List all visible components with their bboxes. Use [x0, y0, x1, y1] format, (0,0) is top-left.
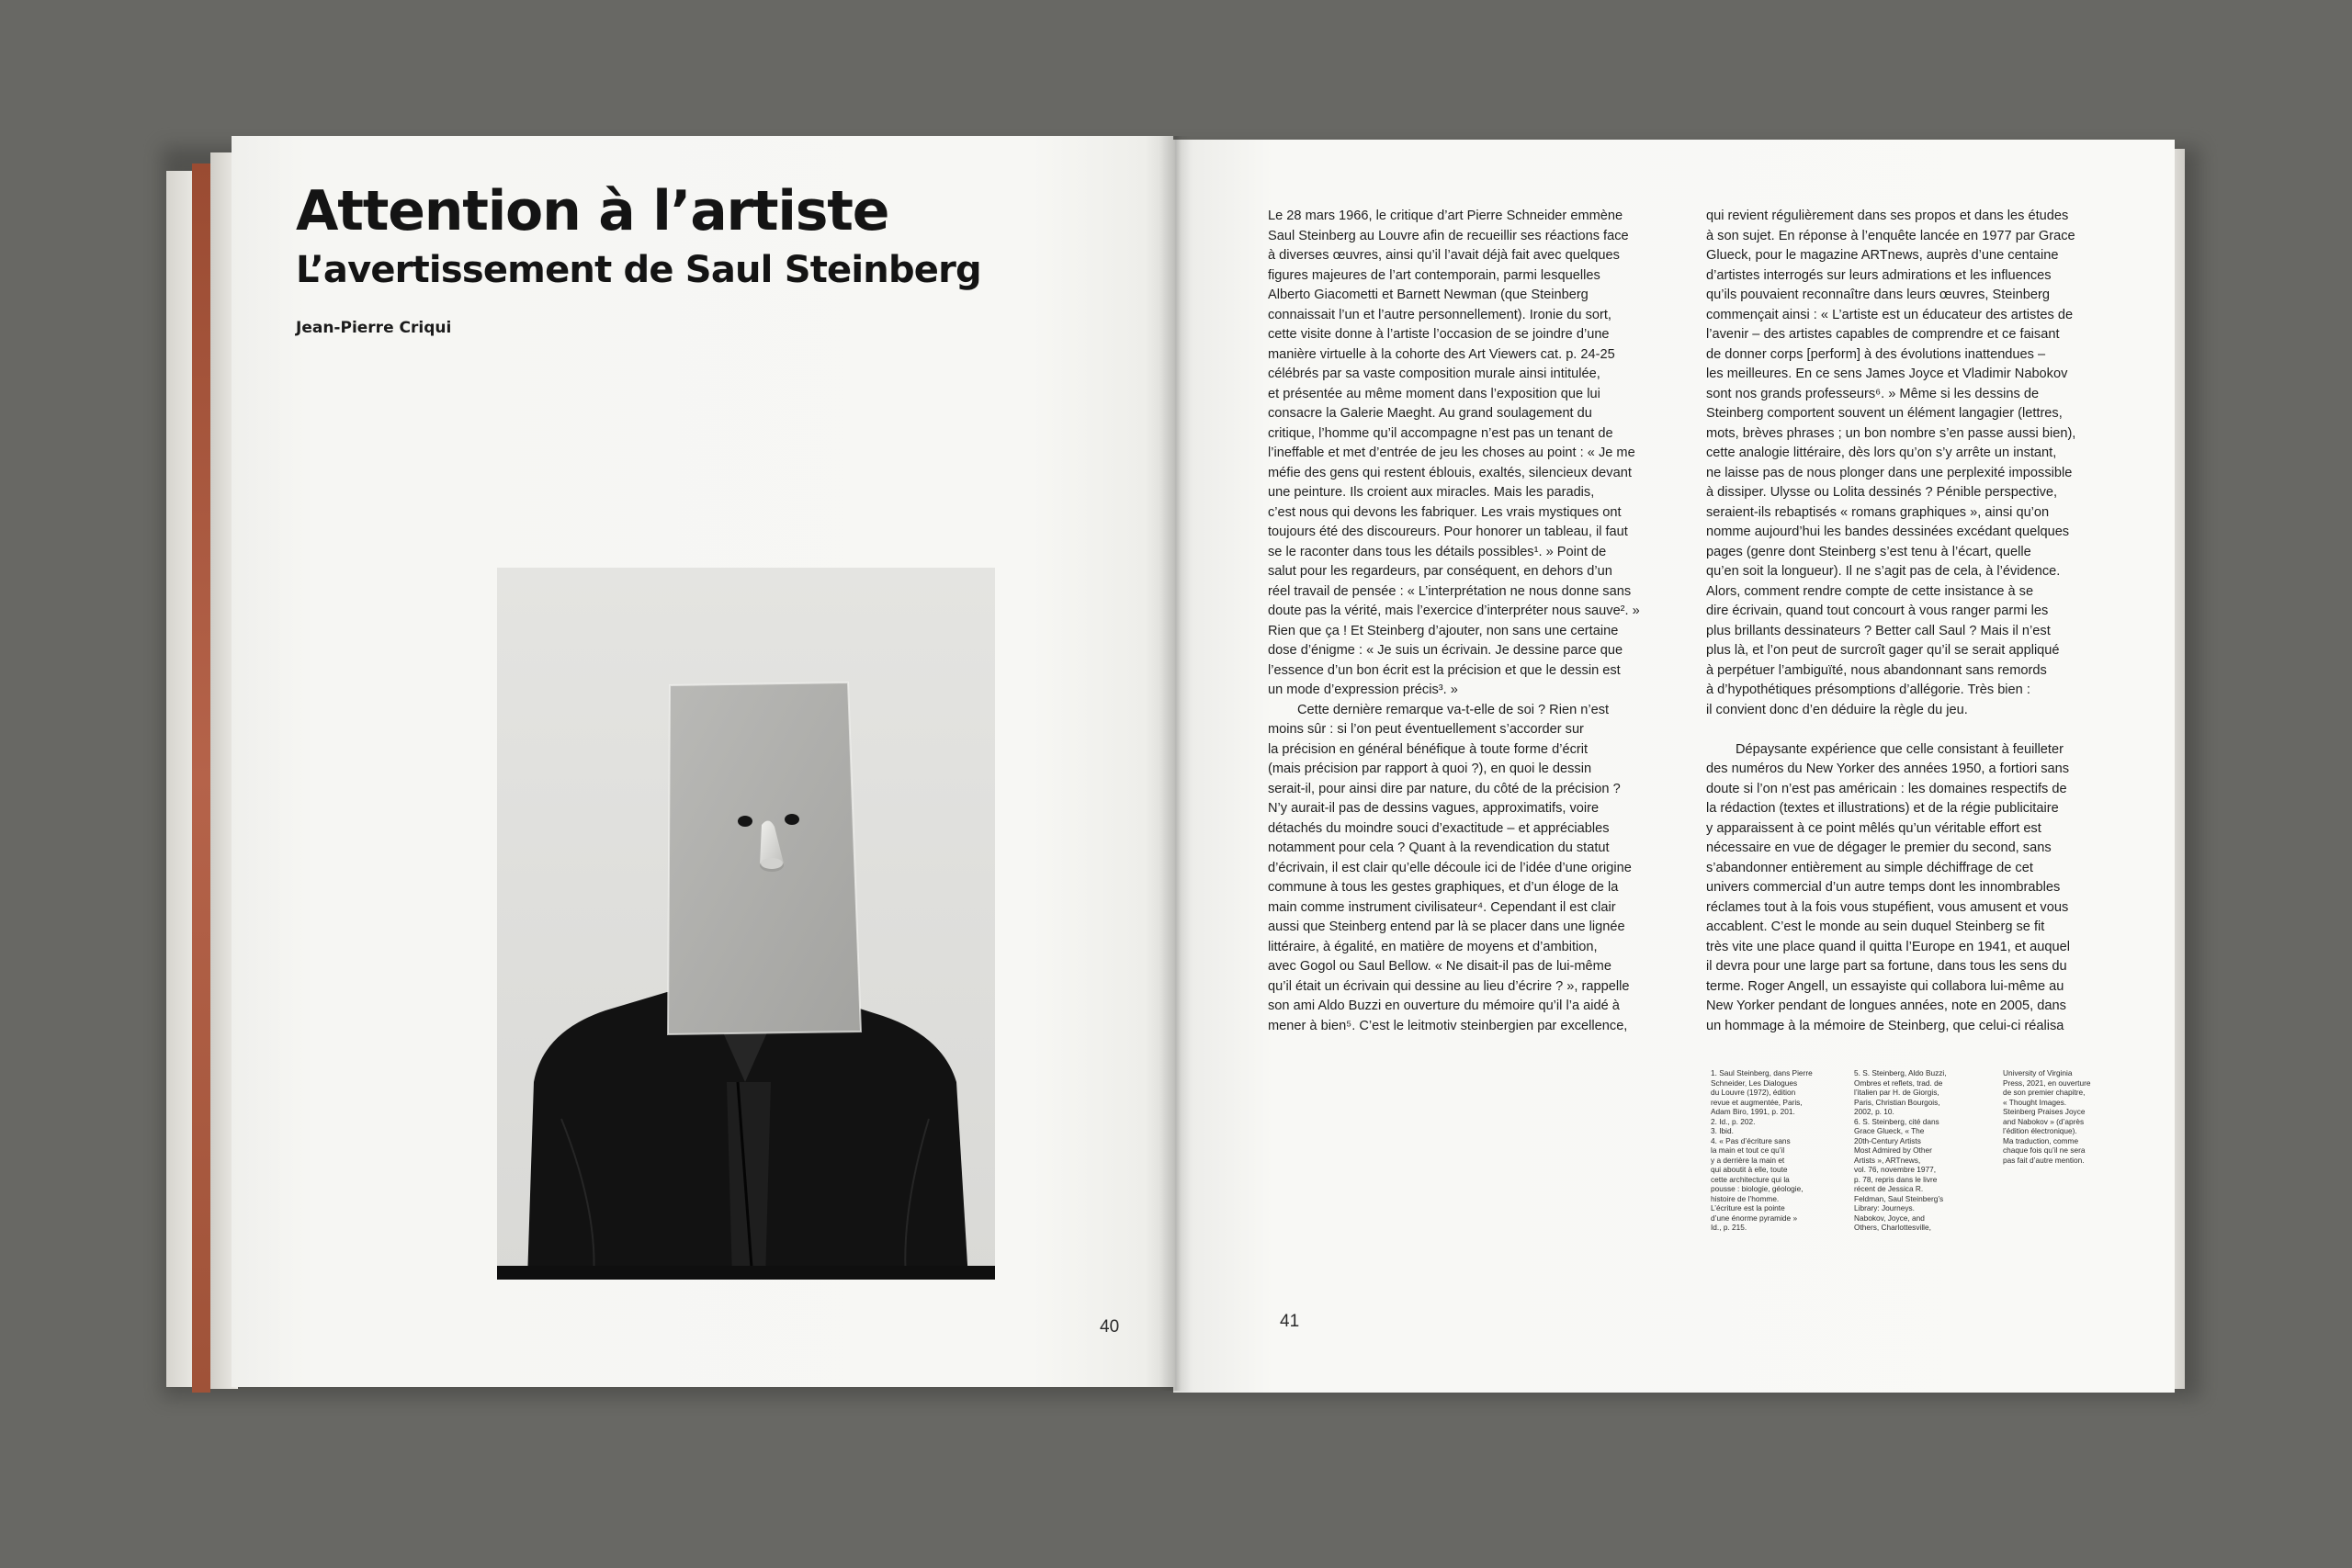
- footnote-line: 20th-Century Artists: [1854, 1135, 1921, 1145]
- text-line: y apparaissent à ce point mêlés qu’un véritable effort est: [1706, 820, 2041, 836]
- text-line: Le 28 mars 1966, le critique d’art Pierre Schneider emmène: [1268, 209, 1623, 223]
- text-line: il convient donc d’en déduire la règle du jeu.: [1706, 702, 1968, 717]
- footnote-line: Ombres et reflets, trad. de: [1854, 1077, 1943, 1088]
- text-line: réel travail de pensée : « L’interprétation ne nous donne sans: [1268, 583, 1632, 599]
- text-line: littéraire, à égalité, en matière de moyens et d’ambition,: [1268, 939, 1598, 954]
- footnote-line: l’italien par H. de Giorgis,: [1854, 1088, 1939, 1097]
- footnote-line: la main et tout ce qu’il: [1711, 1145, 1785, 1155]
- footnote-line: 4. « Pas d’écriture sans: [1711, 1135, 1791, 1145]
- text-line: accablent. C’est le monde au sein duquel Steinberg se fit: [1706, 919, 2045, 934]
- text-line: à d’hypothétiques présomptions d’allégorie. Très bien :: [1706, 682, 2030, 697]
- photograph-drawing: [497, 568, 995, 1280]
- text-line: Alberto Giacometti et Barnett Newman (que Steinberg: [1268, 288, 1589, 302]
- footnote-line: qui aboutit à elle, toute: [1711, 1165, 1788, 1174]
- text-line: de donner corps [perform] à des évolutions inattendues –: [1706, 346, 2046, 362]
- footnote-line: Adam Biro, 1991, p. 201.: [1711, 1107, 1795, 1116]
- text-line: Glueck, pour le magazine ARTnews, auprès d’une centaine: [1706, 248, 2059, 263]
- text-line: à son sujet. En réponse à l’enquête lancée en 1977 par Grace: [1706, 228, 2075, 243]
- text-line: nécessaire en vue de dégager le premier du second, sans: [1706, 840, 2052, 855]
- footnote-line: pas fait d’autre mention.: [2003, 1155, 2085, 1165]
- text-line: main comme instrument civilisateur⁴. Cependant il est clair: [1268, 899, 1616, 915]
- page-number-right: 41: [1280, 1312, 1300, 1331]
- footnote-line: Most Admired by Other: [1854, 1145, 1932, 1155]
- footnote-line: cette architecture qui la: [1711, 1174, 1790, 1184]
- text-line: à perpétuer l’ambiguïté, nous abandonnant sans remords: [1706, 662, 2047, 678]
- text-line: consacre la Galerie Maeght. Au grand soulagement du: [1268, 406, 1592, 421]
- body-column-2: [1706, 207, 2075, 1036]
- text-line: avec Gogol ou Saul Bellow. « Ne disait-il pas de lui-même: [1268, 959, 1611, 974]
- footnote-line: 2002, p. 10.: [1854, 1107, 1894, 1116]
- footnote-line: d’une énorme pyramide »: [1711, 1213, 1798, 1223]
- text-line: des numéros du New Yorker des années 1950, a fortiori sans: [1706, 761, 2070, 776]
- footnotes-column-3: [2003, 1068, 2090, 1165]
- text-line: détachés du moindre souci d’exactitude – et appréciables: [1268, 820, 1610, 836]
- text-line: plus là, et l’on peut de surcroît gager qu’il se serait appliqué: [1706, 643, 2060, 658]
- text-line: qu’il était un écrivain qui dessine au lieu d’écrire ? », rappelle: [1268, 978, 1630, 994]
- footnotes-column-2: [1854, 1068, 1947, 1233]
- text-line: terme. Roger Angell, un essayiste qui collabora lui-même au: [1706, 978, 2064, 994]
- red-bookmark-edge: [192, 164, 210, 1393]
- text-line: N’y aurait-il pas de dessins vagues, approximatifs, voire: [1268, 801, 1600, 816]
- text-line: notamment pour cela ? Quant à la revendication du statut: [1268, 840, 1610, 855]
- photograph-steinberg-paper-bag-mask: [497, 568, 995, 1280]
- text-line: son ami Aldo Buzzi en ouverture du mémoire qu’il l’a aidé à: [1268, 998, 1620, 1013]
- text-line: mener à bien⁵. C’est le leitmotiv steinbergien par excellence,: [1268, 1018, 1628, 1033]
- footnote-line: L’écriture est la pointe: [1711, 1203, 1785, 1213]
- text-line: (mais précision par rapport à quoi ?), en quoi le dessin: [1268, 761, 1592, 776]
- footnote-line: « Thought Images.: [2003, 1097, 2067, 1107]
- text-line: l’avenir – des artistes capables de comprendre et ce faisant: [1706, 327, 2060, 342]
- footnote-line: Ma traduction, comme: [2003, 1135, 2079, 1145]
- text-line: méfie des gens qui restent éblouis, exaltés, silencieux devant: [1268, 465, 1632, 480]
- footnote-line: de son premier chapitre,: [2003, 1088, 2086, 1097]
- footnote-line: p. 78, repris dans le livre: [1854, 1174, 1938, 1184]
- footnote-line: Artists », ARTnews,: [1854, 1155, 1921, 1165]
- text-line: qu’en soit la longueur). Il ne s’agit pas de cela, à l’évidence.: [1706, 564, 2061, 579]
- text-line: qui revient régulièrement dans ses propos et dans les études: [1706, 209, 2069, 223]
- text-line: d’artistes interrogés sur leurs admirations et les influences: [1706, 267, 2052, 283]
- text-line: c’est nous qui devons les fabriquer. Les vrais mystiques ont: [1268, 504, 1622, 520]
- text-line: pages (genre dont Steinberg s’est tenu à l’écart, quelle: [1706, 544, 2031, 559]
- footnote-line: histoire de l’homme.: [1711, 1193, 1780, 1203]
- footnote-line: y a derrière la main et: [1711, 1155, 1785, 1165]
- text-line: commençait ainsi : « L’artiste est un éducateur des artistes de: [1706, 307, 2074, 322]
- body-column-1: [1268, 207, 1640, 1036]
- footnote-line: pousse : biologie, géologie,: [1711, 1184, 1804, 1193]
- text-line: univers commercial d’un autre temps dont les innombrables: [1706, 880, 2061, 895]
- text-line: un mode d’expression précis³. »: [1268, 682, 1458, 697]
- footnote-line: Feldman, Saul Steinberg’s: [1854, 1193, 1944, 1203]
- text-line: à diverses œuvres, ainsi qu’il l’avait déjà fait avec quelques: [1268, 248, 1620, 263]
- text-line: plus brillants dessinateurs ? Better call Saul ? Mais il n’est: [1706, 623, 2051, 638]
- text-line: serait-il, pour ainsi dire par nature, du côté de la précision ?: [1268, 781, 1621, 796]
- footnote-line: Grace Glueck, « The: [1854, 1126, 1925, 1135]
- text-line: New Yorker pendant de longues années, note en 2005, dans: [1706, 998, 2066, 1013]
- text-line: figures majeures de l’art contemporain, parmi lesquelles: [1268, 267, 1600, 283]
- footnote-line: Library: Journeys.: [1854, 1203, 1915, 1213]
- text-line: aussi que Steinberg entend par là se placer dans une lignée: [1268, 919, 1625, 934]
- text-line: ne laisse pas de nous plonger dans une perplexité impossible: [1706, 465, 2073, 480]
- text-line: sont nos grands professeurs⁶. » Même si les dessins de: [1706, 386, 2040, 401]
- author-name: Jean-Pierre Criqui: [296, 319, 452, 337]
- text-line: Rien que ça ! Et Steinberg d’ajouter, non sans une certaine: [1268, 623, 1619, 638]
- footnote-line: 3. Ibid.: [1711, 1126, 1734, 1135]
- text-line: l’essence d’un bon écrit est la précision et que le dessin est: [1268, 662, 1621, 678]
- text-line: et présentée au même moment dans l’exposition que lui: [1268, 386, 1600, 401]
- text-line: commune à tous les gestes graphiques, et d’un éloge de la: [1268, 880, 1619, 895]
- article-subtitle: L’avertissement de Saul Steinberg: [296, 249, 981, 291]
- text-line: une peinture. Ils croient aux miracles. Mais les paradis,: [1268, 485, 1595, 500]
- text-line: manière virtuelle à la cohorte des Art Viewers cat. p. 24-25: [1268, 346, 1615, 362]
- footnote-line: revue et augmentée, Paris,: [1711, 1097, 1803, 1107]
- book-gutter: [1159, 136, 1191, 1391]
- text-line: réclames tout à la fois vous stupéfient, vous amusent et vous: [1706, 899, 2069, 915]
- text-line: la précision en général bénéfique à toute forme d’écrit: [1268, 741, 1589, 757]
- text-line: connaissait l’un et l’autre personnellement). Ironie du sort,: [1268, 307, 1611, 322]
- footnote-line: 6. S. Steinberg, cité dans: [1854, 1116, 1939, 1126]
- footnote-line: Schneider, Les Dialogues: [1711, 1077, 1798, 1088]
- text-line: à dissiper. Ulysse ou Lolita dessinés ? Pénible perspective,: [1706, 485, 2058, 500]
- footnote-line: Paris, Christian Bourgois,: [1854, 1097, 1940, 1107]
- text-line: la rédaction (textes et illustrations) et de la régie publicitaire: [1706, 801, 2059, 816]
- text-line: d’écrivain, il est clair qu’elle découle ici de l’idée d’une origine: [1268, 860, 1632, 875]
- text-line: toujours été des discoureurs. Pour honorer un tableau, il faut: [1268, 525, 1628, 539]
- text-line: Dépaysante expérience que celle consistant à feuilleter: [1736, 741, 2064, 757]
- text-line: Steinberg comportent souvent un élément langagier (lettres,: [1706, 406, 2063, 421]
- text-line: dose d’énigme : « Je suis un écrivain. Je dessine parce que: [1268, 643, 1623, 658]
- text-line: s’abandonner entièrement au simple déchiffrage de cet: [1706, 860, 2033, 875]
- text-line: seraient-ils rebaptisés « romans graphiques », ainsi qu’on: [1706, 504, 2050, 520]
- text-line: célébrés par sa vaste composition murale ainsi intitulée,: [1268, 367, 1600, 381]
- footnote-line: and Nabokov » (d’après: [2003, 1116, 2085, 1126]
- text-line: doute pas la vérité, mais l’exercice d’interpréter nous sauve². »: [1268, 604, 1640, 618]
- text-line: doute si l’on n’est pas américain : les domaines respectifs de: [1706, 781, 2067, 796]
- footnote-line: Id., p. 215.: [1711, 1223, 1747, 1232]
- text-line: très vite une place quand il quitta l’Europe en 1941, et auquel: [1706, 939, 2070, 954]
- text-line: il devra pour une large part sa fortune, dans tous les sens du: [1706, 959, 2067, 974]
- page-number-left: 40: [1100, 1317, 1120, 1337]
- text-line: nomme aujourd’hui les bandes dessinées excédant quelques: [1706, 525, 2070, 539]
- text-line: dire écrivain, quand tout concourt à vous ranger parmi les: [1706, 604, 2049, 618]
- footnote-line: du Louvre (1972), édition: [1711, 1088, 1796, 1097]
- text-line: critique, l’homme qu’il accompagne n’est pas un tenant de: [1268, 425, 1613, 441]
- text-line: les meilleures. En ce sens James Joyce et Vladimir Nabokov: [1706, 367, 2068, 381]
- text-line: salut pour les regardeurs, par conséquent, en dehors d’un: [1268, 564, 1612, 579]
- footnote-line: Others, Charlottesville,: [1854, 1223, 1931, 1232]
- footnote-line: 5. S. Steinberg, Aldo Buzzi,: [1854, 1068, 1947, 1077]
- footnote-line: Press, 2021, en ouverture: [2003, 1077, 2091, 1088]
- footnote-line: 1. Saul Steinberg, dans Pierre: [1711, 1068, 1813, 1077]
- footnote-line: l’édition électronique).: [2003, 1126, 2077, 1135]
- text-line: cette visite donne à l’artiste l’occasion de se joindre d’une: [1268, 327, 1610, 342]
- footnote-line: 2. Id., p. 202.: [1711, 1116, 1756, 1126]
- article-title: Attention à l’artiste: [296, 179, 889, 243]
- text-line: Cette dernière remarque va-t-elle de soi ? Rien n’est: [1297, 702, 1610, 717]
- text-line: moins sûr : si l’on peut éventuellement s’accorder sur: [1268, 722, 1584, 737]
- text-line: mots, brèves phrases ; un bon nombre s’en passe aussi bien),: [1706, 425, 2076, 441]
- footnotes-column-1: [1711, 1068, 1813, 1233]
- text-line: un hommage à la mémoire de Steinberg, que celui-ci réalisa: [1706, 1018, 2064, 1033]
- text-line: cette analogie littéraire, dès lors qu’on s’y arrête un instant,: [1706, 446, 2057, 460]
- footnote-line: Nabokov, Joyce, and: [1854, 1213, 1925, 1223]
- paragraph-break: [1706, 720, 2075, 740]
- text-line: Alors, comment rendre compte de cette insistance à se: [1706, 583, 2034, 599]
- footnote-line: vol. 76, novembre 1977,: [1854, 1165, 1937, 1174]
- text-line: l’ineffable et met d’entrée de jeu les choses au point : « Je me: [1268, 446, 1635, 460]
- text-line: Saul Steinberg au Louvre afin de recueillir ses réactions face: [1268, 228, 1629, 243]
- footnote-line: Steinberg Praises Joyce: [2003, 1107, 2086, 1116]
- text-line: qu’ils pouvaient reconnaître dans leurs œuvres, Steinberg: [1706, 288, 2050, 302]
- footnote-line: chaque fois qu’il ne sera: [2003, 1145, 2086, 1155]
- footnote-line: récent de Jessica R.: [1854, 1184, 1924, 1193]
- footnote-line: University of Virginia: [2003, 1068, 2073, 1077]
- text-line: se le raconter dans tous les détails possibles¹. » Point de: [1268, 544, 1607, 559]
